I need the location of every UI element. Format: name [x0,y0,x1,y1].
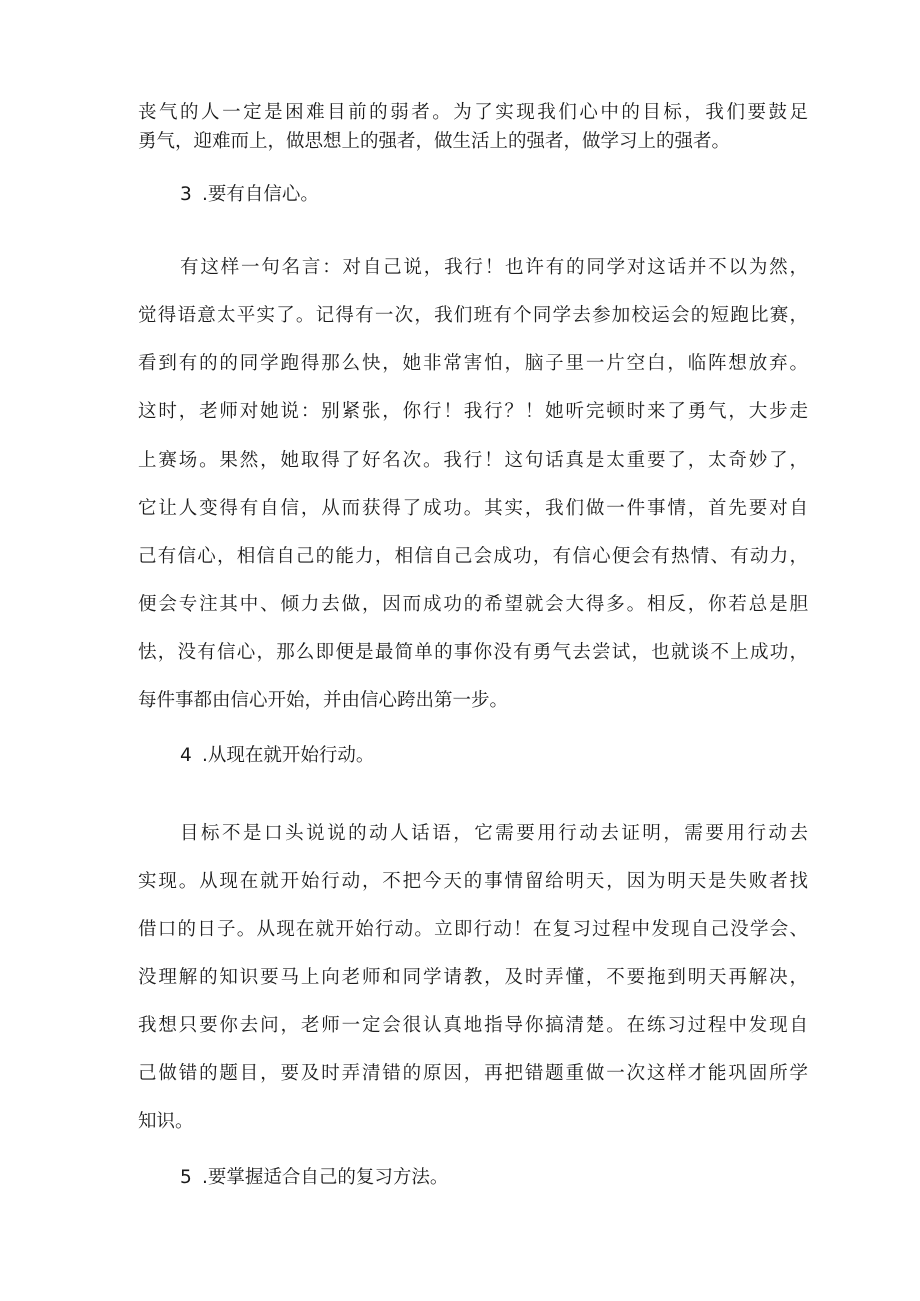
section-3-number: 3 [180,184,192,205]
section-3-line-7: 己有信心，相信自己的能力，相信自己会成功，有信心便会有热情、有动力， [138,546,808,567]
section-4-line-4: 没理解的知识要马上向老师和同学请教，及时弄懂，不要拖到明天再解决， [138,967,808,988]
section-3-line-1: 有这样一句名言：对自己说，我行！也许有的同学对这话并不以为然， [180,257,808,278]
section-4-heading [180,744,374,768]
section-5-title: .要掌握适合自己的复习方法。 [202,1167,449,1188]
section-3-line-2: 觉得语意太平实了。记得有一次，我们班有个同学去参加校运会的短跑比赛， [138,305,808,326]
section-5-number: 5 [180,1167,192,1188]
section-3-line-9: 怯，没有信心，那么即便是最简单的事你没有勇气去尝试，也就谈不上成功， [138,642,808,663]
section-4-line-3: 借口的日子。从现在就开始行动。立即行动！在复习过程中发现自己没学会、 [138,919,808,940]
intro-line-1: 丧气的人一定是困难目前的弱者。为了实现我们心中的目标，我们要鼓足 [138,102,808,123]
section-4-line-7: 知识。 [138,1111,194,1132]
section-3-line-6: 它让人变得有自信，从而获得了成功。其实，我们做一件事情，首先要对自 [138,498,808,519]
section-4-line-1: 目标不是口头说说的动人话语，它需要用行动去证明，需要用行动去 [180,823,808,844]
section-3-line-10: 每件事都由信心开始，并由信心跨出第一步。 [138,690,509,711]
section-3-line-3: 看到有的的同学跑得那么快，她非常害怕，脑子里一片空白，临阵想放弃。 [138,353,808,374]
section-3-title: .要有自信心。 [202,184,319,205]
section-5-heading [180,1166,448,1190]
section-4-number: 4 [180,745,192,766]
section-3-line-8: 便会专注其中、倾力去做，因而成功的希望就会大得多。相反，你若总是胆 [138,594,808,615]
section-4-line-2: 实现。从现在就开始行动，不把今天的事情留给明天，因为明天是失败者找 [138,871,808,892]
intro-line-2: 勇气，迎难而上，做思想上的强者，做生活上的强者，做学习上的强者。 [138,131,731,152]
section-4-line-6: 己做错的题目，要及时弄清错的原因，再把错题重做一次这样才能巩固所学 [138,1063,808,1084]
section-3-line-4: 这时，老师对她说：别紧张，你行！我行？！她听完顿时来了勇气，大步走 [138,401,808,422]
section-3-heading [180,183,319,207]
section-3-line-5: 上赛场。果然，她取得了好名次。我行！这句话真是太重要了，太奇妙了， [138,450,808,471]
section-4-title: .从现在就开始行动。 [202,745,375,766]
section-4-line-5: 我想只要你去问，老师一定会很认真地指导你搞清楚。在练习过程中发现自 [138,1015,808,1036]
